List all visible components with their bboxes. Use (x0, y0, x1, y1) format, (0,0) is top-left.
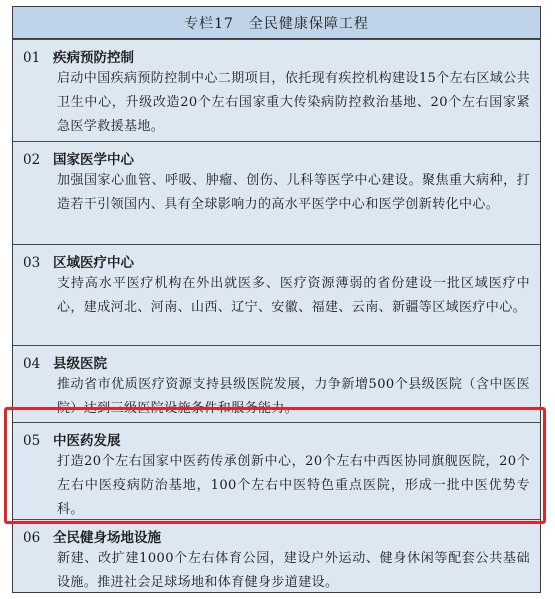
section-heading (23, 251, 134, 271)
section-heading (23, 429, 121, 449)
section-number: 06 (23, 530, 41, 546)
section-disease-control (13, 39, 540, 141)
section-number: 04 (23, 356, 41, 372)
section-number: 01 (23, 50, 41, 66)
section-text: 启动中国疾病预防控制中心二期项目，依托现有疾控机构建设15个左右区域公共卫生中心，升级改造20个左右国家重大传染病防控救治基地、20个左右国家紧急医学救援基地。 (57, 71, 530, 134)
section-heading (23, 352, 107, 372)
section-tcm-development (13, 422, 540, 522)
section-number: 02 (23, 152, 41, 168)
section-text: 打造20个左右国家中医药传承创新中心，20个左右中西医协同旗舰医院，20个左右中医疫病防治基地，100个左右中医特色重点医院，形成一批中医优势专科。 (57, 454, 530, 517)
section-title: 疾病预防控制 (53, 50, 134, 66)
section-national-medical-center (13, 141, 540, 244)
section-number: 05 (23, 433, 41, 449)
section-fitness-facilities (13, 519, 540, 594)
section-heading (23, 526, 161, 546)
section-title: 中医药发展 (53, 433, 121, 449)
section-title: 全民健身场地设施 (53, 530, 161, 546)
section-county-hospital (13, 345, 540, 422)
feature-box (12, 6, 541, 593)
section-text: 新建、改扩建1000个左右体育公园，建设户外运动、健身休闲等配套公共基础设施。推进社会足球场地和体育健身步道建设。 (57, 551, 530, 590)
box-title: 专栏17 全民健康保障工程 (13, 7, 540, 39)
section-text: 支持高水平医疗机构在外出就医多、医疗资源薄弱的省份建设一批区域医疗中心，建成河北、河南、山西、辽宁、安徽、福建、云南、新疆等区域医疗中心。 (57, 276, 530, 315)
section-heading (23, 148, 134, 168)
section-title: 国家医学中心 (53, 152, 134, 168)
section-text: 加强国家心血管、呼吸、肿瘤、创伤、儿科等医学中心建设。聚焦重大病种，打造若干引领国内、具有全球影响力的高水平医学中心和医学创新转化中心。 (57, 173, 530, 212)
section-heading (23, 46, 134, 66)
section-regional-medical-center (13, 244, 540, 345)
section-title: 县级医院 (53, 356, 107, 372)
section-title: 区域医疗中心 (53, 255, 134, 271)
section-number: 03 (23, 255, 41, 271)
section-text: 推动省市优质医疗资源支持县级医院发展，力争新增500个县级医院（含中医医院）达到三级医院设施条件和服务能力。 (57, 377, 530, 416)
